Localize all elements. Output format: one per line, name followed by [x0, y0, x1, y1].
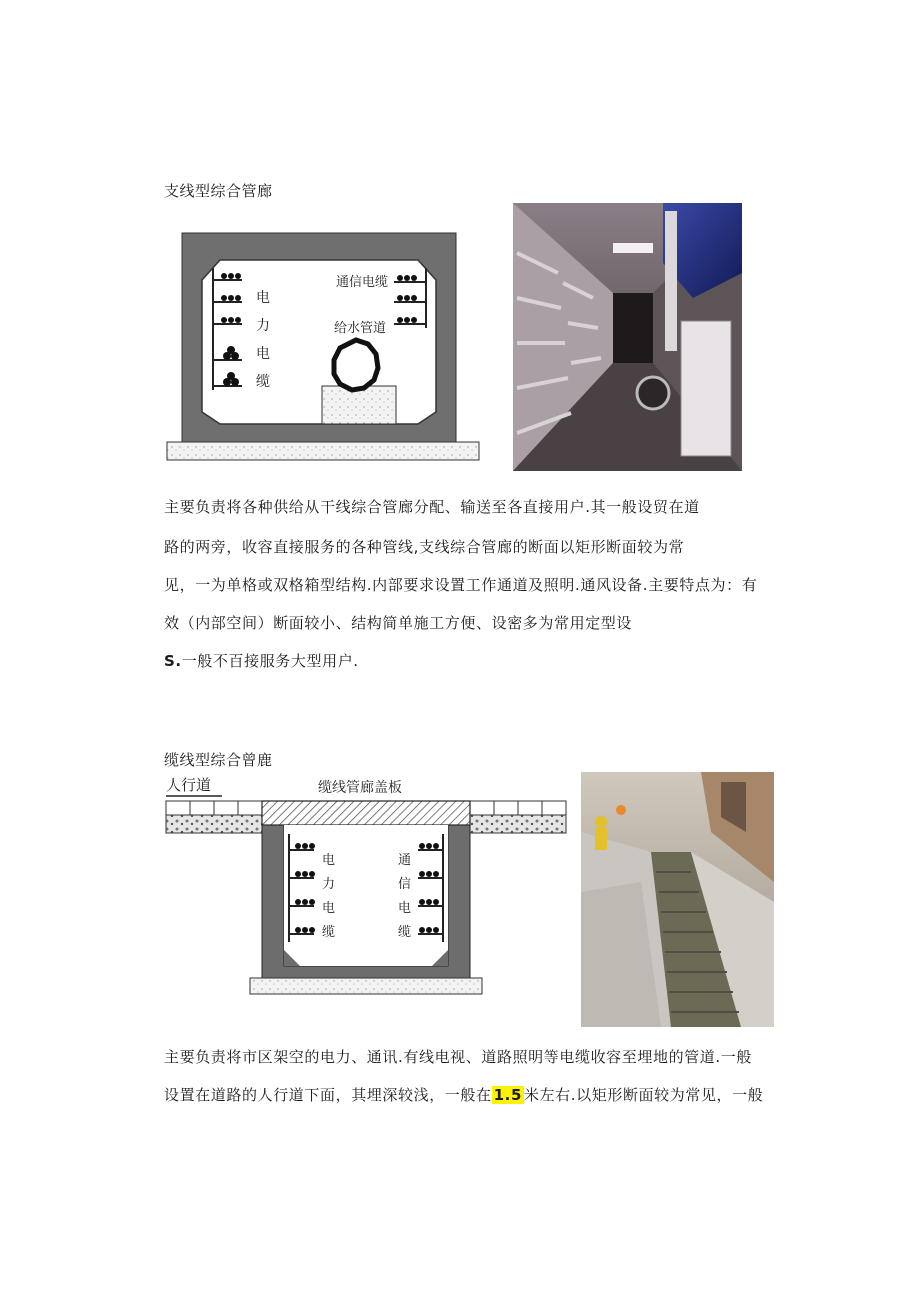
comm-cable-v-char-4: 缆 — [398, 925, 412, 940]
cable-tunnel-diagram — [164, 770, 570, 998]
power-cable-v-char-3: 电 — [322, 901, 336, 916]
section1-paragraph-line-3: 见，一为单格或双格箱型结构.内部要求设置工作通道及照明.通风设备.主要特点为：有 — [164, 576, 758, 594]
tunnel-interior-photo — [513, 203, 742, 471]
section1-paragraph-line-5-rest: 一般不百接服务大型用户. — [181, 652, 359, 670]
power-cable-char-2: 力 — [256, 318, 270, 334]
sidewalk-label: 人行道 — [166, 776, 212, 794]
comm-cable-label: 通信电缆 — [336, 275, 389, 290]
water-pipe-label: 给水管道 — [334, 321, 387, 336]
power-cable-char-4: 缆 — [256, 374, 270, 390]
section2-paragraph-line-2-before: 设置在道路的人行道下面，其埋深较浅，一般在 — [164, 1086, 492, 1104]
section1-paragraph-line-4: 效（内部空间）断面较小、结构简单施工方便、设密多为常用定型设 — [164, 614, 633, 632]
section1-paragraph-line-2: 路的两旁，收容直接服务的各种管线,支线综合管廊的断面以矩形断面较为常 — [164, 538, 685, 556]
cover-plate-label: 缆线管廊盖板 — [318, 780, 402, 796]
power-cable-char-3: 电 — [256, 346, 270, 362]
power-cable-v-char-1: 电 — [322, 853, 336, 868]
comm-cable-v-char-3: 电 — [398, 901, 412, 916]
power-cable-v-char-4: 缆 — [322, 925, 336, 940]
section2-paragraph-line-1: 主要负责将市区架空的电力、通讯.有线电视、道路照明等电缆收容至埋地的管道.一般 — [164, 1048, 752, 1066]
depth-highlight: 1.5 — [493, 1086, 522, 1104]
section1-heading: 支线型综合管廊 — [164, 182, 273, 200]
section1-paragraph-line-1: 主要负责将各种供给从干线综合管廊分配、输送至各直接用户.其一般设贸在道 — [164, 498, 700, 516]
branch-tunnel-diagram — [162, 228, 484, 464]
section1-paragraph-line-5-bold: S. — [164, 652, 182, 670]
power-cable-v-char-2: 力 — [322, 877, 336, 892]
comm-cable-v-char-2: 信 — [398, 877, 412, 892]
section2-heading: 缆线型综合曾鹿 — [164, 751, 273, 769]
trench-construction-photo — [581, 772, 774, 1027]
section2-paragraph-line-2-after: 米左右.以矩形断面较为常见，一般 — [523, 1086, 764, 1104]
comm-cable-v-char-1: 通 — [398, 853, 412, 868]
section1-paragraph-line-5 — [164, 650, 359, 671]
power-cable-char-1: 电 — [256, 290, 270, 306]
section2-paragraph-line-2 — [164, 1084, 763, 1105]
